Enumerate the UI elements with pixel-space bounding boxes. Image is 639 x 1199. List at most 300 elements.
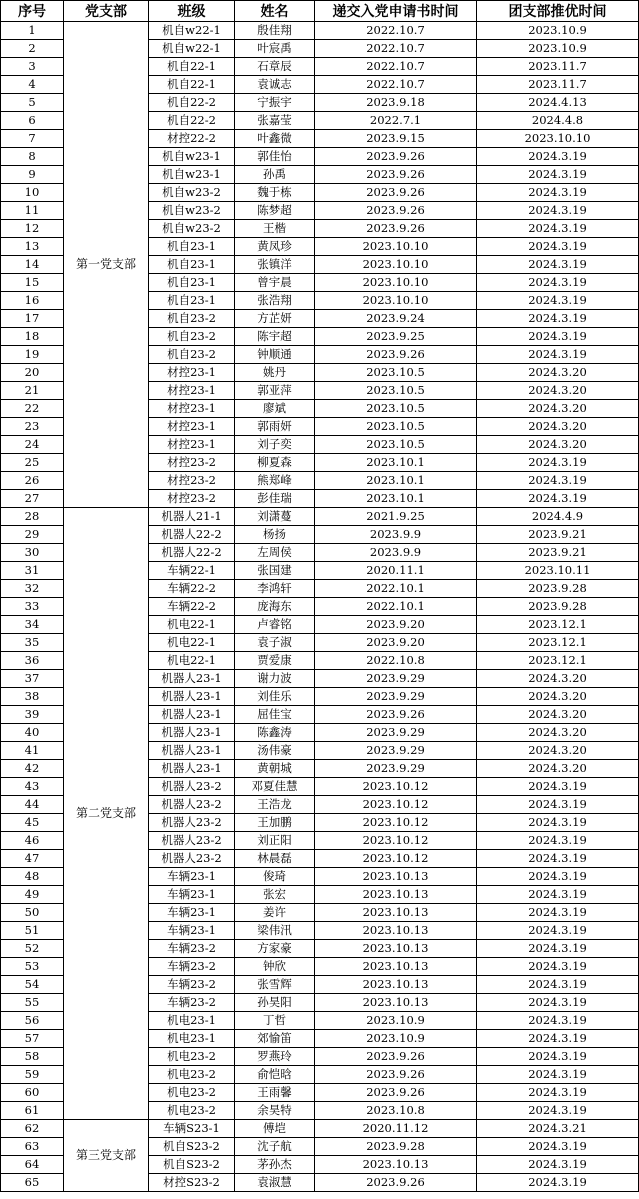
apply-date-cell: 2023.10.10	[315, 256, 477, 274]
student-name-cell: 沈子航	[235, 1138, 315, 1156]
class-cell: 车辆23-2	[149, 958, 235, 976]
apply-date-cell: 2023.10.13	[315, 904, 477, 922]
class-cell: 机自22-1	[149, 58, 235, 76]
class-cell: 材控23-1	[149, 418, 235, 436]
student-name-cell: 宁振宇	[235, 94, 315, 112]
recommend-date-cell: 2023.10.11	[477, 562, 639, 580]
recommend-date-cell: 2024.3.19	[477, 202, 639, 220]
row-index: 25	[1, 454, 64, 472]
row-index: 44	[1, 796, 64, 814]
recommend-date-cell: 2024.3.20	[477, 364, 639, 382]
row-index: 42	[1, 760, 64, 778]
row-index: 20	[1, 364, 64, 382]
recommend-date-cell: 2024.3.19	[477, 346, 639, 364]
row-index: 59	[1, 1066, 64, 1084]
row-index: 50	[1, 904, 64, 922]
class-cell: 机器人23-1	[149, 724, 235, 742]
student-name-cell: 贾爱康	[235, 652, 315, 670]
student-name-cell: 柳夏森	[235, 454, 315, 472]
student-name-cell: 张浩翔	[235, 292, 315, 310]
student-name-cell: 黄凤珍	[235, 238, 315, 256]
row-index: 64	[1, 1156, 64, 1174]
apply-date-cell: 2023.9.26	[315, 166, 477, 184]
apply-date-cell: 2023.10.10	[315, 274, 477, 292]
student-name-cell: 杨扬	[235, 526, 315, 544]
row-index: 49	[1, 886, 64, 904]
class-cell: 机自23-2	[149, 328, 235, 346]
row-index: 13	[1, 238, 64, 256]
class-cell: 车辆S23-1	[149, 1120, 235, 1138]
student-name-cell: 茅孙杰	[235, 1156, 315, 1174]
recommend-date-cell: 2024.3.19	[477, 310, 639, 328]
student-name-cell: 王雨馨	[235, 1084, 315, 1102]
student-name-cell: 张国建	[235, 562, 315, 580]
class-cell: 机器人23-2	[149, 832, 235, 850]
recommend-date-cell: 2024.3.19	[477, 490, 639, 508]
row-index: 55	[1, 994, 64, 1012]
apply-date-cell: 2022.10.1	[315, 598, 477, 616]
apply-date-cell: 2023.10.5	[315, 400, 477, 418]
class-cell: 机器人21-1	[149, 508, 235, 526]
row-index: 28	[1, 508, 64, 526]
student-name-cell: 姜许	[235, 904, 315, 922]
student-name-cell: 姚丹	[235, 364, 315, 382]
recommend-date-cell: 2023.10.9	[477, 40, 639, 58]
recommend-date-cell: 2024.3.19	[477, 850, 639, 868]
row-index: 26	[1, 472, 64, 490]
class-cell: 材控23-2	[149, 454, 235, 472]
student-name-cell: 郭佳怡	[235, 148, 315, 166]
class-cell: 材控23-2	[149, 490, 235, 508]
row-index: 43	[1, 778, 64, 796]
recommend-date-cell: 2024.3.19	[477, 868, 639, 886]
class-cell: 机电22-1	[149, 634, 235, 652]
recommend-date-cell: 2024.3.19	[477, 148, 639, 166]
class-cell: 材控23-1	[149, 382, 235, 400]
student-name-cell: 左周侯	[235, 544, 315, 562]
apply-date-cell: 2023.9.28	[315, 1138, 477, 1156]
student-name-cell: 殷佳翔	[235, 22, 315, 40]
row-index: 51	[1, 922, 64, 940]
apply-date-cell: 2022.10.8	[315, 652, 477, 670]
class-cell: 机自23-1	[149, 256, 235, 274]
row-index: 10	[1, 184, 64, 202]
recommend-date-cell: 2024.3.19	[477, 472, 639, 490]
student-name-cell: 熊郑峰	[235, 472, 315, 490]
student-name-cell: 孙昊阳	[235, 994, 315, 1012]
class-cell: 机自23-1	[149, 292, 235, 310]
recommend-date-cell: 2023.9.21	[477, 544, 639, 562]
apply-date-cell: 2023.9.26	[315, 1048, 477, 1066]
apply-date-cell: 2023.10.13	[315, 868, 477, 886]
class-cell: 机自22-2	[149, 112, 235, 130]
apply-date-cell: 2023.10.1	[315, 454, 477, 472]
recommend-date-cell: 2024.3.19	[477, 166, 639, 184]
student-name-cell: 谢力波	[235, 670, 315, 688]
recommend-date-cell: 2024.3.19	[477, 778, 639, 796]
student-name-cell: 傅垲	[235, 1120, 315, 1138]
class-cell: 机自23-2	[149, 310, 235, 328]
student-name-cell: 罗燕玲	[235, 1048, 315, 1066]
class-cell: 机器人23-1	[149, 670, 235, 688]
table-row	[1, 508, 639, 526]
class-cell: 机器人22-2	[149, 526, 235, 544]
row-index: 61	[1, 1102, 64, 1120]
row-index: 33	[1, 598, 64, 616]
student-name-cell: 郭亚萍	[235, 382, 315, 400]
class-cell: 机自w23-1	[149, 166, 235, 184]
apply-date-cell: 2023.9.26	[315, 346, 477, 364]
class-cell: 机自22-2	[149, 94, 235, 112]
class-cell: 机自w22-1	[149, 22, 235, 40]
header-row	[1, 1, 639, 22]
apply-date-cell: 2023.10.8	[315, 1102, 477, 1120]
student-name-cell: 孙禹	[235, 166, 315, 184]
row-index: 34	[1, 616, 64, 634]
class-cell: 机自S23-2	[149, 1156, 235, 1174]
row-index: 32	[1, 580, 64, 598]
class-cell: 机电23-1	[149, 1012, 235, 1030]
apply-date-cell: 2023.10.9	[315, 1012, 477, 1030]
row-index: 53	[1, 958, 64, 976]
apply-date-cell: 2023.10.12	[315, 814, 477, 832]
apply-date-cell: 2023.9.25	[315, 328, 477, 346]
class-cell: 机自w23-2	[149, 184, 235, 202]
class-cell: 车辆22-1	[149, 562, 235, 580]
recommend-date-cell: 2024.3.19	[477, 958, 639, 976]
row-index: 57	[1, 1030, 64, 1048]
apply-date-cell: 2023.9.26	[315, 1066, 477, 1084]
row-index: 60	[1, 1084, 64, 1102]
class-cell: 机器人22-2	[149, 544, 235, 562]
row-index: 36	[1, 652, 64, 670]
row-index: 2	[1, 40, 64, 58]
row-index: 31	[1, 562, 64, 580]
apply-date-cell: 2023.9.26	[315, 184, 477, 202]
row-index: 56	[1, 1012, 64, 1030]
recommend-date-cell: 2024.3.19	[477, 1030, 639, 1048]
apply-date-cell: 2023.9.9	[315, 526, 477, 544]
recommend-date-cell: 2023.11.7	[477, 76, 639, 94]
class-cell: 机自22-1	[149, 76, 235, 94]
class-cell: 车辆23-2	[149, 940, 235, 958]
class-cell: 机自w23-2	[149, 220, 235, 238]
class-cell: 机自23-2	[149, 346, 235, 364]
branch-cell: 第二党支部	[64, 508, 149, 1120]
class-cell: 机器人23-2	[149, 796, 235, 814]
class-cell: 机器人23-2	[149, 850, 235, 868]
recommend-date-cell: 2024.3.21	[477, 1120, 639, 1138]
branch-cell: 第三党支部	[64, 1120, 149, 1192]
row-index: 21	[1, 382, 64, 400]
apply-date-cell: 2022.10.7	[315, 40, 477, 58]
student-name-cell: 邓夏佳慧	[235, 778, 315, 796]
header-apply-date: 递交入党申请书时间	[315, 1, 477, 22]
class-cell: 机自w22-1	[149, 40, 235, 58]
student-name-cell: 俊琦	[235, 868, 315, 886]
row-index: 35	[1, 634, 64, 652]
apply-date-cell: 2023.9.26	[315, 1084, 477, 1102]
student-name-cell: 刘潇蔓	[235, 508, 315, 526]
recommend-date-cell: 2024.3.19	[477, 1048, 639, 1066]
row-index: 12	[1, 220, 64, 238]
student-name-cell: 叶鑫微	[235, 130, 315, 148]
apply-date-cell: 2023.10.13	[315, 976, 477, 994]
class-cell: 机电23-2	[149, 1066, 235, 1084]
class-cell: 机自23-1	[149, 238, 235, 256]
apply-date-cell: 2023.10.13	[315, 958, 477, 976]
row-index: 18	[1, 328, 64, 346]
student-name-cell: 陈鑫涛	[235, 724, 315, 742]
student-name-cell: 黄朝城	[235, 760, 315, 778]
apply-date-cell: 2023.10.12	[315, 850, 477, 868]
row-index: 54	[1, 976, 64, 994]
row-index: 30	[1, 544, 64, 562]
apply-date-cell: 2023.9.29	[315, 742, 477, 760]
apply-date-cell: 2023.9.26	[315, 202, 477, 220]
recommend-date-cell: 2024.3.19	[477, 1102, 639, 1120]
recommend-date-cell: 2024.3.19	[477, 1156, 639, 1174]
student-name-cell: 丁哲	[235, 1012, 315, 1030]
recommend-date-cell: 2023.12.1	[477, 652, 639, 670]
class-cell: 材控23-1	[149, 436, 235, 454]
recommend-date-cell: 2024.4.9	[477, 508, 639, 526]
apply-date-cell: 2023.10.12	[315, 832, 477, 850]
branch-cell: 第一党支部	[64, 22, 149, 508]
apply-date-cell: 2021.9.25	[315, 508, 477, 526]
recommend-date-cell: 2024.3.19	[477, 922, 639, 940]
recommend-date-cell: 2023.10.9	[477, 22, 639, 40]
row-index: 1	[1, 22, 64, 40]
apply-date-cell: 2023.9.29	[315, 724, 477, 742]
recommend-date-cell: 2024.3.19	[477, 238, 639, 256]
row-index: 58	[1, 1048, 64, 1066]
row-index: 62	[1, 1120, 64, 1138]
apply-date-cell: 2023.10.1	[315, 490, 477, 508]
recommend-date-cell: 2024.3.20	[477, 760, 639, 778]
class-cell: 机电23-2	[149, 1048, 235, 1066]
apply-date-cell: 2020.11.1	[315, 562, 477, 580]
table-row	[1, 1120, 639, 1138]
apply-date-cell: 2020.11.12	[315, 1120, 477, 1138]
recommend-date-cell: 2024.3.20	[477, 670, 639, 688]
row-index: 5	[1, 94, 64, 112]
apply-date-cell: 2023.10.5	[315, 382, 477, 400]
class-cell: 机器人23-1	[149, 760, 235, 778]
row-index: 7	[1, 130, 64, 148]
table-body	[1, 22, 639, 1192]
recommend-date-cell: 2024.3.19	[477, 886, 639, 904]
student-name-cell: 李鸿轩	[235, 580, 315, 598]
recommend-date-cell: 2023.10.10	[477, 130, 639, 148]
apply-date-cell: 2022.10.7	[315, 22, 477, 40]
student-name-cell: 屈佳宝	[235, 706, 315, 724]
recommend-date-cell: 2024.3.20	[477, 382, 639, 400]
apply-date-cell: 2022.10.7	[315, 76, 477, 94]
recommend-date-cell: 2024.3.19	[477, 292, 639, 310]
student-name-cell: 方芷妍	[235, 310, 315, 328]
apply-date-cell: 2023.10.13	[315, 886, 477, 904]
apply-date-cell: 2023.9.29	[315, 670, 477, 688]
row-index: 41	[1, 742, 64, 760]
class-cell: 机自w23-2	[149, 202, 235, 220]
recommend-date-cell: 2024.3.19	[477, 184, 639, 202]
row-index: 16	[1, 292, 64, 310]
header-index: 序号	[1, 1, 64, 22]
recommend-date-cell: 2023.9.28	[477, 598, 639, 616]
row-index: 11	[1, 202, 64, 220]
class-cell: 材控22-2	[149, 130, 235, 148]
class-cell: 车辆22-2	[149, 598, 235, 616]
row-index: 8	[1, 148, 64, 166]
header-branch: 党支部	[64, 1, 149, 22]
recommend-date-cell: 2024.3.19	[477, 940, 639, 958]
apply-date-cell: 2023.10.13	[315, 994, 477, 1012]
student-name-cell: 张镇洋	[235, 256, 315, 274]
apply-date-cell: 2023.10.12	[315, 778, 477, 796]
student-name-cell: 刘子奕	[235, 436, 315, 454]
row-index: 37	[1, 670, 64, 688]
student-name-cell: 张雪辉	[235, 976, 315, 994]
class-cell: 机器人23-2	[149, 814, 235, 832]
recommend-date-cell: 2023.9.28	[477, 580, 639, 598]
recommend-date-cell: 2024.3.19	[477, 832, 639, 850]
student-name-cell: 汤伟豪	[235, 742, 315, 760]
row-index: 47	[1, 850, 64, 868]
recommend-date-cell: 2023.11.7	[477, 58, 639, 76]
student-name-cell: 郭雨妍	[235, 418, 315, 436]
class-cell: 机自S23-2	[149, 1138, 235, 1156]
apply-date-cell: 2023.10.10	[315, 292, 477, 310]
student-name-cell: 梁伟汛	[235, 922, 315, 940]
apply-date-cell: 2023.9.26	[315, 220, 477, 238]
student-name-cell: 刘正阳	[235, 832, 315, 850]
class-cell: 车辆23-2	[149, 976, 235, 994]
student-name-cell: 彭佳瑞	[235, 490, 315, 508]
apply-date-cell: 2023.9.20	[315, 616, 477, 634]
apply-date-cell: 2023.9.18	[315, 94, 477, 112]
class-cell: 机自w23-1	[149, 148, 235, 166]
student-name-cell: 钟欣	[235, 958, 315, 976]
recommend-date-cell: 2023.9.21	[477, 526, 639, 544]
recommend-date-cell: 2024.3.19	[477, 220, 639, 238]
header-recommend-date: 团支部推优时间	[477, 1, 639, 22]
row-index: 48	[1, 868, 64, 886]
recommend-date-cell: 2024.3.19	[477, 274, 639, 292]
class-cell: 机电23-1	[149, 1030, 235, 1048]
class-cell: 车辆23-1	[149, 904, 235, 922]
apply-date-cell: 2023.9.26	[315, 706, 477, 724]
class-cell: 车辆23-1	[149, 886, 235, 904]
recommend-date-cell: 2024.3.20	[477, 724, 639, 742]
student-name-cell: 陈宇超	[235, 328, 315, 346]
recommend-date-cell: 2024.3.19	[477, 1066, 639, 1084]
row-index: 14	[1, 256, 64, 274]
row-index: 15	[1, 274, 64, 292]
student-name-cell: 王加鹏	[235, 814, 315, 832]
student-name-cell: 张宏	[235, 886, 315, 904]
row-index: 39	[1, 706, 64, 724]
recommend-date-cell: 2024.3.20	[477, 688, 639, 706]
class-cell: 机电23-2	[149, 1102, 235, 1120]
recommend-date-cell: 2024.4.8	[477, 112, 639, 130]
row-index: 40	[1, 724, 64, 742]
student-name-cell: 张嘉莹	[235, 112, 315, 130]
recommend-date-cell: 2024.3.19	[477, 796, 639, 814]
apply-date-cell: 2023.9.9	[315, 544, 477, 562]
recommend-date-cell: 2024.3.19	[477, 904, 639, 922]
apply-date-cell: 2023.9.26	[315, 1174, 477, 1192]
recommend-date-cell: 2024.3.19	[477, 1174, 639, 1192]
student-name-cell: 叶宸禹	[235, 40, 315, 58]
header-class: 班级	[149, 1, 235, 22]
row-index: 29	[1, 526, 64, 544]
row-index: 46	[1, 832, 64, 850]
row-index: 27	[1, 490, 64, 508]
student-name-cell: 王浩龙	[235, 796, 315, 814]
class-cell: 材控23-2	[149, 472, 235, 490]
student-name-cell: 陈梦超	[235, 202, 315, 220]
apply-date-cell: 2023.9.29	[315, 760, 477, 778]
student-name-cell: 石章辰	[235, 58, 315, 76]
recommend-date-cell: 2024.3.19	[477, 994, 639, 1012]
row-index: 65	[1, 1174, 64, 1192]
student-name-cell: 袁淑慧	[235, 1174, 315, 1192]
apply-date-cell: 2023.10.1	[315, 472, 477, 490]
student-name-cell: 俞恺晗	[235, 1066, 315, 1084]
row-index: 9	[1, 166, 64, 184]
class-cell: 机器人23-2	[149, 778, 235, 796]
recommend-date-cell: 2023.12.1	[477, 634, 639, 652]
student-name-cell: 庞海东	[235, 598, 315, 616]
recommend-date-cell: 2023.12.1	[477, 616, 639, 634]
row-index: 4	[1, 76, 64, 94]
student-name-cell: 曾宇晨	[235, 274, 315, 292]
class-cell: 机器人23-1	[149, 706, 235, 724]
row-index: 45	[1, 814, 64, 832]
class-cell: 机器人23-1	[149, 742, 235, 760]
row-index: 24	[1, 436, 64, 454]
recommend-date-cell: 2024.3.20	[477, 436, 639, 454]
apply-date-cell: 2022.7.1	[315, 112, 477, 130]
class-cell: 机电22-1	[149, 652, 235, 670]
apply-date-cell: 2023.10.12	[315, 796, 477, 814]
apply-date-cell: 2023.10.10	[315, 238, 477, 256]
apply-date-cell: 2023.10.5	[315, 364, 477, 382]
apply-date-cell: 2023.10.5	[315, 436, 477, 454]
recommend-date-cell: 2024.4.13	[477, 94, 639, 112]
class-cell: 机自23-1	[149, 274, 235, 292]
student-name-cell: 王楷	[235, 220, 315, 238]
table-row	[1, 22, 639, 40]
apply-date-cell: 2023.9.29	[315, 688, 477, 706]
apply-date-cell: 2023.10.5	[315, 418, 477, 436]
row-index: 22	[1, 400, 64, 418]
apply-date-cell: 2022.10.7	[315, 58, 477, 76]
apply-date-cell: 2023.9.20	[315, 634, 477, 652]
recommend-date-cell: 2024.3.19	[477, 454, 639, 472]
apply-date-cell: 2023.9.15	[315, 130, 477, 148]
apply-date-cell: 2022.10.1	[315, 580, 477, 598]
student-name-cell: 林晨磊	[235, 850, 315, 868]
class-cell: 材控23-1	[149, 400, 235, 418]
student-name-cell: 余昊特	[235, 1102, 315, 1120]
student-name-cell: 廖斌	[235, 400, 315, 418]
class-cell: 材控S23-2	[149, 1174, 235, 1192]
recommend-date-cell: 2024.3.19	[477, 1138, 639, 1156]
apply-date-cell: 2023.10.13	[315, 940, 477, 958]
student-name-cell: 袁诚志	[235, 76, 315, 94]
